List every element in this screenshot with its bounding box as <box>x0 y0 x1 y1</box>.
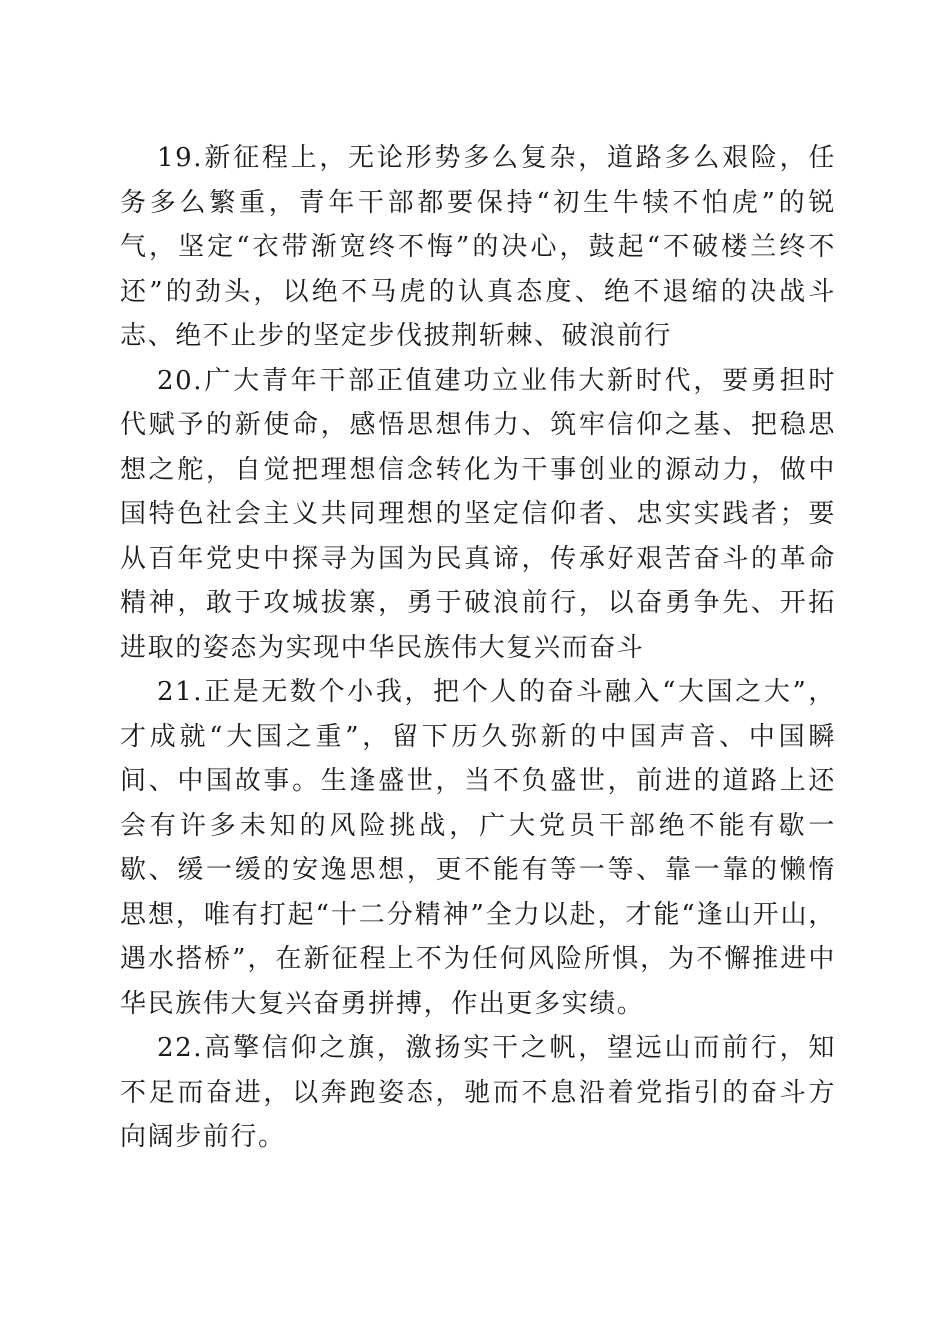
paragraph-19: 19.新征程上，无论形势多么复杂，道路多么艰险，任务多么繁重，青年干部都要保持“初生牛犊不怕虎”的锐气，坚定“衣带渐宽终不悔”的决心，鼓起“不破楼兰终不还”的劲头，以绝不马虎的认真态度、绝不退缩的决战斗志、绝不止步的坚定步伐披荆斩棘、破浪前行 <box>120 143 836 351</box>
document-body <box>120 136 836 1160</box>
paragraph-22: 22.高擎信仰之旗，激扬实干之帆，望远山而前行，知不足而奋进，以奔跑姿态，驰而不息沿着党指引的奋斗方向阔步前行。 <box>120 1033 836 1152</box>
paragraph-20: 20.广大青年干部正值建功立业伟大新时代，要勇担时代赋予的新使命，感悟思想伟力、筑牢信仰之基、把稳思想之舵，自觉把理想信念转化为干事创业的源动力，做中国特色社会主义共同理想的坚定信仰者、忠实实践者；要从百年党史中探寻为国为民真谛，传承好艰苦奋斗的革命精神，敢于攻城拔寨，勇于破浪前行，以奋勇争先、开拓进取的姿态为实现中华民族伟大复兴而奋斗 <box>120 365 836 663</box>
paragraph-21: 21.正是无数个小我，把个人的奋斗融入“大国之大”，才成就“大国之重”，留下历久弥新的中国声音、中国瞬间、中国故事。生逢盛世，当不负盛世，前进的道路上还会有许多未知的风险挑战，广大党员干部绝不能有歇一歇、缓一缓的安逸思想，更不能有等一等、靠一靠的懒惰思想，唯有打起“十二分精神”全力以赴，才能“逢山开山，遇水搭桥”，在新征程上不为任何风险所惧，为不懈推进中华民族伟大复兴奋勇拼搏，作出更多实绩。 <box>120 677 836 1019</box>
